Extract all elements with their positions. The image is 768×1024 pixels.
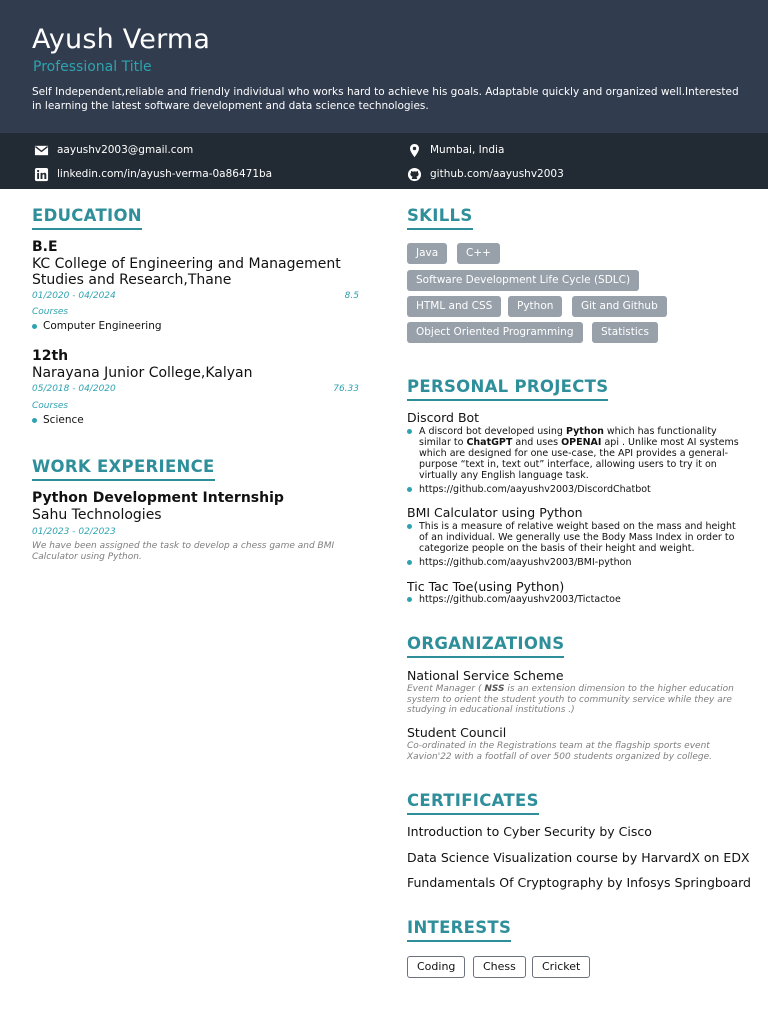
- project-link-text[interactable]: https://github.com/aayushv2003/DiscordChatbot: [419, 484, 651, 495]
- education-heading: EDUCATION: [32, 206, 142, 230]
- project-link[interactable]: [407, 484, 651, 495]
- organization-name: Student Council: [407, 725, 507, 740]
- location-text: Mumbai, India: [430, 144, 505, 156]
- education-institution-kc: [32, 257, 341, 288]
- organizations-heading: ORGANIZATIONS: [407, 634, 564, 658]
- education-dates: 05/2018 - 04/2020: [32, 384, 116, 394]
- contact-location: [407, 142, 504, 158]
- project-link[interactable]: [407, 594, 621, 605]
- course-item: [32, 414, 84, 426]
- professional-title: Professional Title: [33, 59, 152, 75]
- email-icon: [34, 143, 49, 158]
- github-text: github.com/aayushv2003: [430, 168, 564, 180]
- certificate-item: Fundamentals Of Cryptography by Infosys Springboard: [407, 875, 751, 890]
- skill-tag: HTML and CSS: [407, 296, 501, 317]
- github-icon: [407, 167, 422, 182]
- contact-bar: [0, 133, 768, 189]
- resume-header: [0, 0, 768, 133]
- description-line: We have been assigned the task to develop a chess game and BMI: [32, 541, 335, 551]
- bullet-dot: [32, 418, 37, 423]
- location-pin-icon: [407, 143, 422, 158]
- job-dates: 01/2023 - 02/2023: [32, 527, 116, 537]
- institution-line: KC College of Engineering and Management: [32, 256, 341, 272]
- skill-tag: C++: [457, 243, 500, 264]
- contact-linkedin[interactable]: [34, 166, 272, 182]
- interest-tag: Coding: [407, 956, 465, 978]
- organization-name: National Service Scheme: [407, 668, 564, 683]
- candidate-name: Ayush Verma: [32, 24, 211, 55]
- skill-tag: Python: [508, 296, 562, 317]
- project-name: BMI Calculator using Python: [407, 505, 583, 520]
- organization-description: Event Manager ( NSS is an extension dimension to the higher education system to orient the student youth to community service while they are studying in educational institutions .): [407, 684, 734, 715]
- bullet-dot: [32, 324, 37, 329]
- interests-heading: INTERESTS: [407, 918, 511, 942]
- email-text: aayushv2003@gmail.com: [57, 144, 194, 156]
- organization-description: Co-ordinated in the Registrations team at the flagship sports event Xavion'22 with a footfall of over 500 students organized by college.: [407, 741, 713, 762]
- course-item: [32, 320, 162, 332]
- project-link[interactable]: [407, 557, 631, 568]
- project-name: Discord Bot: [407, 410, 480, 425]
- courses-label: Courses: [32, 307, 69, 317]
- job-title: Python Development Internship: [32, 490, 284, 506]
- skill-tag: Software Development Life Cycle (SDLC): [407, 270, 639, 291]
- job-company: Sahu Technologies: [32, 507, 162, 523]
- bullet-dot: [407, 597, 412, 602]
- education-dates: 01/2020 - 04/2024: [32, 291, 116, 301]
- bullet-dot: [407, 524, 412, 529]
- bullet-dot: [407, 560, 412, 565]
- education-score: 8.5: [344, 291, 359, 301]
- project-link-text[interactable]: https://github.com/aayushv2003/BMI-python: [419, 557, 632, 568]
- project-description: [407, 426, 747, 481]
- skill-tag: Object Oriented Programming: [407, 322, 583, 343]
- project-description: [407, 521, 747, 554]
- linkedin-icon: [34, 167, 49, 182]
- projects-heading: PERSONAL PROJECTS: [407, 377, 608, 401]
- skill-tag: Git and Github: [572, 296, 667, 317]
- bullet-dot: [407, 429, 412, 434]
- contact-github[interactable]: [407, 166, 564, 182]
- project-name: Tic Tac Toe(using Python): [407, 579, 565, 594]
- skills-heading: SKILLS: [407, 206, 473, 230]
- description-line: Calculator using Python.: [32, 551, 142, 562]
- certificate-item: Introduction to Cyber Security by Cisco: [407, 824, 652, 839]
- education-degree-be: B.E: [32, 239, 58, 255]
- certificate-item: Data Science Visualization course by HarvardX on EDX: [407, 850, 750, 865]
- summary-text: Self Independent,reliable and friendly individual who works hard to achieve his goals. Adaptable quickly and organized well.Interested in learning the latest software development and data science technologies.: [32, 86, 739, 112]
- contact-email[interactable]: [34, 142, 193, 158]
- institution-line: Studies and Research,Thane: [32, 271, 232, 288]
- bullet-dot: [407, 487, 412, 492]
- interest-tag: Cricket: [532, 956, 590, 978]
- courses-label: Courses: [32, 401, 69, 411]
- interest-tag: Chess: [473, 956, 526, 978]
- project-description-text: A discord bot developed using Python which has functionality similar to ChatGPT and uses OPENAI api . Unlike most AI systems which are designed for one use-case, the API provides a general- purpose “text in, text out” interface, allowing users to try it on virtually any English language task.: [419, 426, 739, 481]
- certificates-heading: CERTIFICATES: [407, 791, 539, 815]
- education-score: 76.33: [333, 384, 359, 394]
- project-link-text[interactable]: https://github.com/aayushv2003/Tictactoe: [419, 594, 621, 605]
- project-description-text: This is a measure of relative weight based on the mass and height of an individual. We generally use the Body Mass Index in order to categorize people on the basis of their height and weight.: [419, 521, 736, 554]
- education-institution-narayana: Narayana Junior College,Kalyan: [32, 365, 253, 381]
- course-text: Computer Engineering: [43, 320, 162, 332]
- skill-tag: Statistics: [592, 322, 658, 343]
- skill-tag: Java: [407, 243, 447, 264]
- course-text: Science: [43, 414, 84, 426]
- education-degree-12th: 12th: [32, 348, 69, 364]
- work-experience-heading: WORK EXPERIENCE: [32, 457, 215, 481]
- job-description: [32, 541, 334, 562]
- linkedin-text: linkedin.com/in/ayush-verma-0a86471ba: [57, 168, 273, 180]
